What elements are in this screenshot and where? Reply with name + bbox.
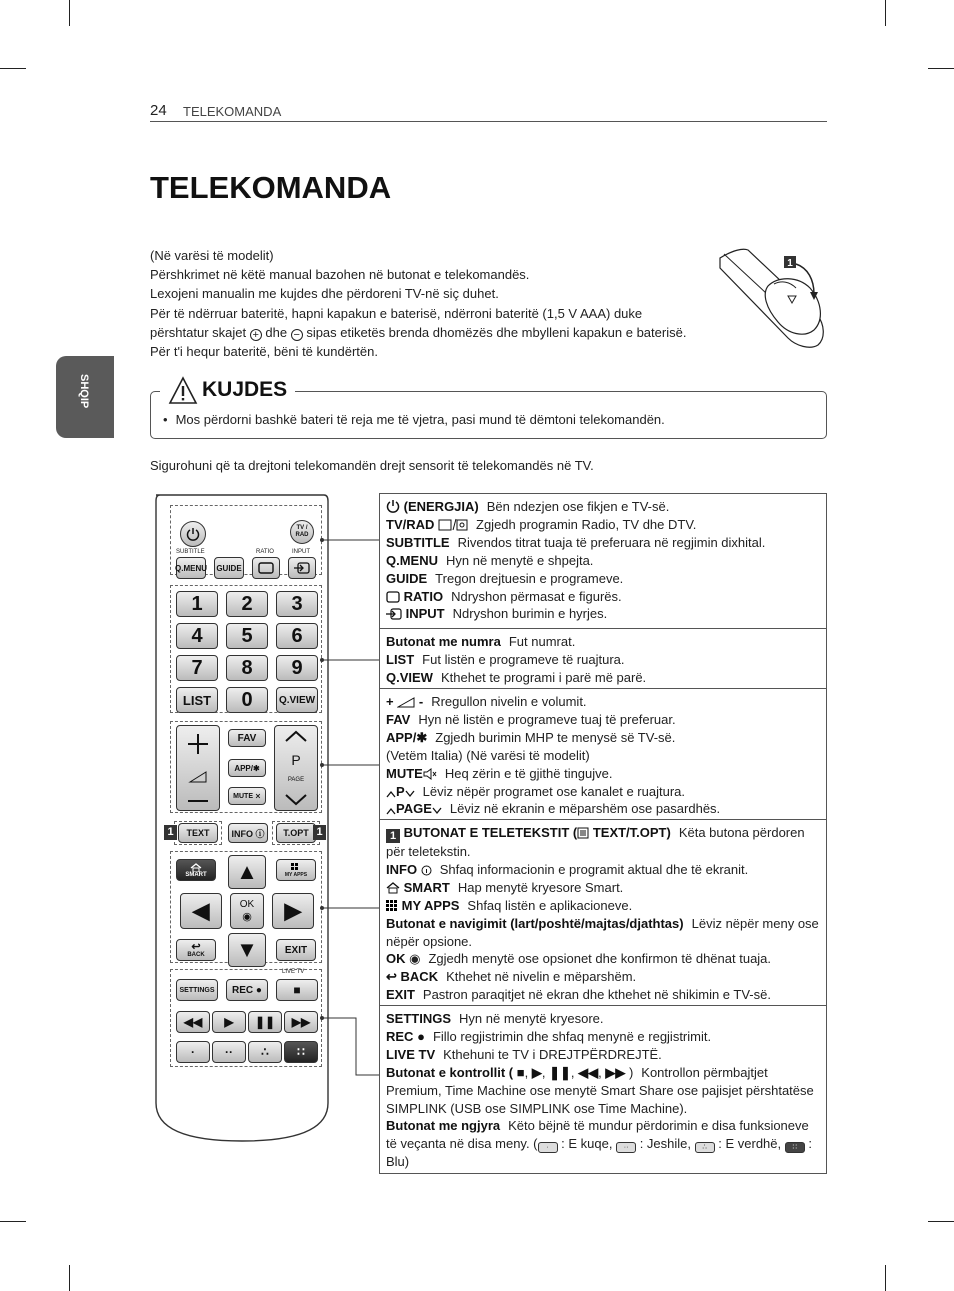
battery-callout-number: 1 [787,258,793,269]
description-row: LIVE TV Kthehuni te TV i DREJTPËRDREJTË. [386,1046,662,1062]
number-5-button[interactable]: 5 [226,623,268,649]
description-row: REC ● Fillo regjistrimin dhe shfaq menynë e regjistrimit. [386,1028,712,1044]
tv-rad-button[interactable]: TV / RAD [290,520,314,544]
description-section-volume [380,689,826,820]
rewind-icon: ◀◀ [578,1064,599,1080]
rewind-button[interactable]: ◀◀ [176,1011,210,1033]
red-button[interactable]: · [176,1041,210,1063]
header-section: TELEKOMANDA [183,104,282,119]
smart-button[interactable]: SMART [176,859,216,881]
input-label: INPUT [292,549,310,555]
tv-radio-icon [438,518,468,531]
ok-button[interactable]: OK ◉ [230,893,264,929]
page-number: 24 [150,102,167,119]
number-0-button[interactable]: 0 [226,687,268,713]
pause-button[interactable]: ❚❚ [248,1011,282,1033]
green-button-icon: ·· [616,1142,636,1153]
fast-forward-icon: ▶▶ [605,1064,626,1080]
page-label: PAGE [287,777,305,784]
stop-icon: ■ [516,1064,525,1080]
description-row: SETTINGS Hyn në menytë kryesore. [386,1011,604,1026]
number-7-button[interactable]: 7 [176,655,218,681]
caution-text: • Mos përdorni bashkë bateri të reja me të vjetra, pasi mund të dëmtoni telekomandën. [163,412,665,427]
description-section-power [380,494,826,629]
teletext-callout-right: 1 [313,825,326,840]
button-description-table [379,493,827,1174]
intro-line: përshtatur skajet + dhe − sipas etiketës brenda dhomëzës dhe mbylleni kapakun e baterisë. [150,324,687,341]
asterisk-icon: ✱ [416,729,428,745]
caution-title: KUJDES [202,378,288,401]
intro-line: Për të ndërruar bateritë, hapni kapakun e baterisë, ndërroni bateritë (1,5 V AAA) duke [150,305,643,321]
description-row: (ENERGJIA) Bën ndezjen ose fikjen e TV-së. [386,498,820,516]
play-icon: ▶ [531,1064,542,1080]
back-icon: ↩ [386,969,397,985]
subtitle-label: SUBTITLE [176,549,205,555]
description-row: (Vetëm Italia) (Në varësi të modelit) [386,747,590,763]
guide-button[interactable]: GUIDE [214,557,244,579]
home-icon [386,882,400,894]
page-title: TELEKOMANDA [150,170,392,205]
description-row: LIST Fut listën e programeve të ruajtura. [386,651,625,667]
teletext-icon [577,827,589,839]
text-button[interactable]: TEXT [178,823,218,843]
description-row: PAGE Lëviz në ekranin e mëparshëm ose pasardhës. [386,800,820,818]
number-3-button[interactable]: 3 [276,591,318,617]
apps-grid-icon [386,900,398,912]
back-button[interactable]: ↩ BACK [176,939,216,961]
description-row: + - Rregullon nivelin e volumit. [386,694,587,709]
number-8-button[interactable]: 8 [226,655,268,681]
description-section-numbers [380,629,826,689]
description-section-controls [380,1006,826,1174]
description-row: ↩ BACK Kthehet në nivelin e mëparshëm. [386,969,637,985]
chevron-up-icon [386,807,396,815]
blue-button-icon: ∷ [785,1142,805,1153]
description-row: APP/✱ Zgjedh burimin MHP te menysë së TV-së. [386,729,676,745]
down-arrow-button[interactable]: ▼ [228,933,266,967]
sensor-instruction: Sigurohuni që ta drejtoni telekomandën drejt sensorit të telekomandës në TV. [150,458,594,473]
number-4-button[interactable]: 4 [176,623,218,649]
settings-button[interactable]: SETTINGS [176,979,218,1001]
number-2-button[interactable]: 2 [226,591,268,617]
pause-icon: ❚❚ [549,1064,571,1080]
back-icon: ↩ [191,941,201,953]
info-button[interactable]: INFO ⓘ [228,823,268,843]
input-icon [386,608,402,620]
minus-terminal-icon: − [291,329,303,341]
number-6-button[interactable]: 6 [276,623,318,649]
up-arrow-button[interactable]: ▲ [228,855,266,889]
description-section-navigation [380,820,826,1006]
ratio-label: RATIO [256,549,274,555]
intro-line: (Në varësi të modelit) [150,248,274,263]
plus-terminal-icon: + [250,329,262,341]
description-row: OK ◉ Zgjedh menytë ose opsionet dhe konfirmon të dhënat tuaja. [386,951,772,967]
play-button[interactable]: ▶ [212,1011,246,1033]
live-tv-button[interactable]: ■ [276,979,318,1001]
topt-button[interactable]: T.OPT [276,823,316,843]
rec-button[interactable]: REC ● [226,979,268,1001]
chevron-up-icon [386,790,396,798]
record-icon: ● [417,1028,425,1044]
description-row: Butonat me ngjyra Këto bëjnë të mundur përdorimin e disa funksioneve të veçanta në disa meny. ( · : E kuqe, ·· : Jeshile, ∴ : E verdhë, ∷ : Blu) [386,1118,813,1170]
description-row: Q.VIEW Kthehet te programi i parë më parë. [386,669,647,685]
description-row: INFO Shfaq informacionin e programit aktual dhe të ekranit. [386,861,749,877]
teletext-callout: 1 [386,829,400,843]
left-arrow-button[interactable]: ◀ [180,893,222,929]
description-row: INPUT Ndryshon burimin e hyrjes. [386,605,820,623]
language-tab-label: SHQIP [78,374,90,409]
description-row: SUBTITLE Rivendos titrat tuaja të preferuara në regjimin dixhital. [386,534,766,550]
description-row: Butonat e kontrollit ( ■, ▶, ❚❚, ◀◀, ▶▶ ) Kontrollon përmbajtjet Premium, Time Machine ose menytë Smart Share ose pajisjet përshtatëse SIMPLINK (USB ose SIMPLINK ose Time Machine). [386,1064,814,1116]
volume-icon [397,697,415,708]
description-row: TV/RAD Zgjedh programin Radio, TV dhe DTV. [386,516,697,532]
qview-button[interactable]: Q.VIEW [276,687,318,713]
intro-line: Lexojeni manualin me kujdes dhe përdoreni TV-në siç duhet. [150,286,499,302]
ratio-icon [386,591,400,603]
red-button-icon: · [538,1142,558,1153]
chevron-down-icon [432,807,442,815]
right-arrow-button[interactable]: ▶ [272,893,314,929]
info-icon [421,865,432,876]
chevron-down-icon [405,790,415,798]
description-row: 1 BUTONAT E TELETEKSTIT ( TEXT/T.OPT) Këta butona përdoren për teletekstin. [386,825,805,859]
description-row: GUIDE Tregon drejtuesin e programeve. [386,570,624,586]
power-icon [386,499,400,513]
qmenu-button[interactable]: Q.MENU [176,557,206,579]
ok-icon: ◉ [242,911,252,923]
fast-forward-button[interactable]: ▶▶ [284,1011,318,1033]
exit-button[interactable]: EXIT [276,939,316,961]
green-button[interactable]: ·· [212,1041,246,1063]
intro-line: Për t'i hequr bateritë, bëni të kundërtën. [150,344,378,360]
blue-button[interactable]: ∷ [284,1041,318,1063]
description-row: MY APPS Shfaq listën e aplikacioneve. [386,897,820,915]
description-row: EXIT Pastron paraqitjet në ekran dhe kthehet në shikimin e TV-së. [386,987,771,1003]
number-9-button[interactable]: 9 [276,655,318,681]
description-row: P Lëviz nëpër programet ose kanalet e ruajtura. [386,783,820,801]
ok-icon: ◉ [409,951,421,967]
live-tv-label: LIVE TV [282,969,305,975]
fav-button[interactable]: FAV [228,729,266,747]
description-row: FAV Hyn në listën e programeve tuaj të preferuar. [386,711,676,727]
my-apps-button[interactable]: MY APPS [276,859,316,881]
mute-button[interactable]: MUTE ⨯ [228,787,266,805]
teletext-callout-left: 1 [164,825,177,840]
yellow-button[interactable]: ∴ [248,1041,282,1063]
description-row: Q.MENU Hyn në menytë e shpejta. [386,552,594,568]
description-row: MUTE Heq zërin e të gjithë tingujve. [386,765,613,781]
yellow-button-icon: ∴ [695,1142,715,1153]
mute-icon [423,768,437,780]
intro-line: Përshkrimet në këtë manual bazohen në butonat e telekomandës. [150,267,530,283]
program-label: P [291,751,301,768]
description-row: Butonat me numra Fut numrat. [386,634,576,649]
description-row: Butonat e navigimit (lart/poshtë/majtas/djathtas) Lëviz nëpër meny ose nëpër opsione. [386,915,819,949]
number-1-button[interactable]: 1 [176,591,218,617]
app-button[interactable]: APP/✱ [228,759,266,777]
description-row: RATIO Ndryshon përmasat e figurës. [386,588,820,606]
list-button[interactable]: LIST [176,687,218,713]
description-row: SMART Hap menytë kryesore Smart. [386,879,820,897]
